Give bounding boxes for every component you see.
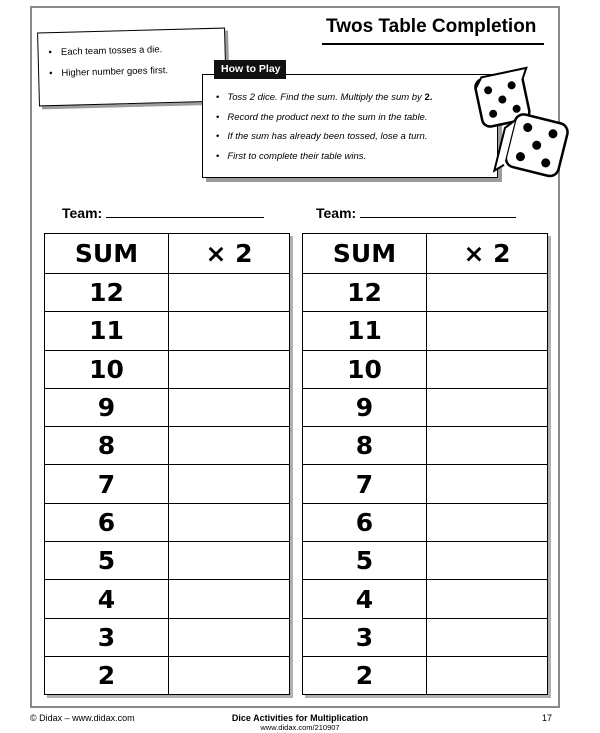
product-cell[interactable] xyxy=(427,542,548,580)
team-label: Team: xyxy=(316,205,357,221)
sum-cell: 10 xyxy=(303,350,427,388)
sum-cell: 8 xyxy=(45,427,169,465)
title-underline xyxy=(322,43,544,45)
table-row xyxy=(303,274,548,312)
product-cell[interactable] xyxy=(169,312,290,350)
sum-header: SUM xyxy=(303,234,427,274)
table-header-row xyxy=(45,234,290,274)
footer-url: www.didax.com/210907 xyxy=(260,723,340,732)
rule-item: • Each team tosses a die. xyxy=(48,38,224,64)
table-row xyxy=(45,542,290,580)
footer-copyright: © Didax – www.didax.com xyxy=(30,713,135,723)
how-to-play-card xyxy=(202,74,498,178)
product-cell[interactable] xyxy=(169,503,290,541)
product-cell[interactable] xyxy=(427,465,548,503)
table-row xyxy=(303,350,548,388)
times-two-header: × 2 xyxy=(169,234,290,274)
team-right xyxy=(316,205,516,221)
table-row xyxy=(303,465,548,503)
sum-cell: 10 xyxy=(45,350,169,388)
product-cell[interactable] xyxy=(169,580,290,618)
table-row xyxy=(45,388,290,426)
sum-cell: 5 xyxy=(45,542,169,580)
product-cell[interactable] xyxy=(169,465,290,503)
times-two-header: × 2 xyxy=(427,234,548,274)
product-cell[interactable] xyxy=(427,618,548,656)
table-row xyxy=(45,503,290,541)
how-to-play-step: • Record the product next to the sum in the table. xyxy=(216,108,497,128)
sum-cell: 4 xyxy=(45,580,169,618)
product-cell[interactable] xyxy=(427,503,548,541)
table-row xyxy=(303,427,548,465)
table-row xyxy=(303,503,548,541)
product-cell[interactable] xyxy=(427,274,548,312)
footer-book xyxy=(0,713,600,732)
page-number: 17 xyxy=(542,713,553,723)
sum-cell: 7 xyxy=(303,465,427,503)
team-name-line[interactable] xyxy=(106,217,264,218)
table-header-row xyxy=(303,234,548,274)
team-label: Team: xyxy=(62,205,103,221)
table-row xyxy=(45,580,290,618)
table-row xyxy=(303,580,548,618)
sum-cell: 12 xyxy=(45,274,169,312)
table-row xyxy=(45,350,290,388)
sum-cell: 9 xyxy=(45,388,169,426)
sum-cell: 8 xyxy=(303,427,427,465)
table-row xyxy=(303,312,548,350)
rule-item: • Higher number goes first. xyxy=(49,59,225,85)
rules-card xyxy=(37,28,227,107)
sum-cell: 6 xyxy=(45,503,169,541)
sum-cell: 4 xyxy=(303,580,427,618)
product-cell[interactable] xyxy=(169,427,290,465)
sum-cell: 12 xyxy=(303,274,427,312)
sum-cell: 11 xyxy=(303,312,427,350)
sum-cell: 9 xyxy=(303,388,427,426)
product-cell[interactable] xyxy=(169,542,290,580)
table-row xyxy=(45,274,290,312)
product-cell[interactable] xyxy=(427,312,548,350)
how-to-play-step: • Toss 2 dice. Find the sum. Multiply the sum by 2. xyxy=(216,88,497,108)
page-title: Twos Table Completion xyxy=(326,16,537,37)
product-cell[interactable] xyxy=(427,580,548,618)
table-row xyxy=(45,312,290,350)
sum-table-right xyxy=(302,233,548,695)
sum-table-left xyxy=(44,233,290,695)
table-row xyxy=(303,542,548,580)
product-cell[interactable] xyxy=(427,427,548,465)
product-cell[interactable] xyxy=(169,388,290,426)
sum-header: SUM xyxy=(45,234,169,274)
how-to-play-heading: How to Play xyxy=(214,60,286,79)
sum-cell: 5 xyxy=(303,542,427,580)
page-frame-top xyxy=(30,6,560,8)
table-row xyxy=(303,618,548,656)
sum-cell: 7 xyxy=(45,465,169,503)
table-row xyxy=(45,427,290,465)
page-frame-bottom xyxy=(30,706,560,708)
sum-cell: 3 xyxy=(45,618,169,656)
sum-cell: 11 xyxy=(45,312,169,350)
how-to-play-step: • If the sum has already been tossed, lose a turn. xyxy=(216,127,497,147)
page-frame-left xyxy=(30,6,32,708)
product-cell[interactable] xyxy=(169,618,290,656)
dice-icon xyxy=(468,62,576,182)
product-cell[interactable] xyxy=(427,350,548,388)
product-cell[interactable] xyxy=(169,274,290,312)
sum-cell: 6 xyxy=(303,503,427,541)
team-left xyxy=(62,205,264,221)
table-row xyxy=(303,656,548,694)
product-cell[interactable] xyxy=(427,656,548,694)
product-cell[interactable] xyxy=(169,656,290,694)
table-row xyxy=(45,618,290,656)
table-row xyxy=(45,656,290,694)
sum-cell: 2 xyxy=(45,656,169,694)
table-row xyxy=(45,465,290,503)
product-cell[interactable] xyxy=(169,350,290,388)
team-name-line[interactable] xyxy=(360,217,516,218)
how-to-play-step: • First to complete their table wins. xyxy=(216,147,497,167)
sum-cell: 2 xyxy=(303,656,427,694)
sum-cell: 3 xyxy=(303,618,427,656)
product-cell[interactable] xyxy=(427,388,548,426)
table-row xyxy=(303,388,548,426)
footer-book-title: Dice Activities for Multiplication xyxy=(231,713,369,723)
